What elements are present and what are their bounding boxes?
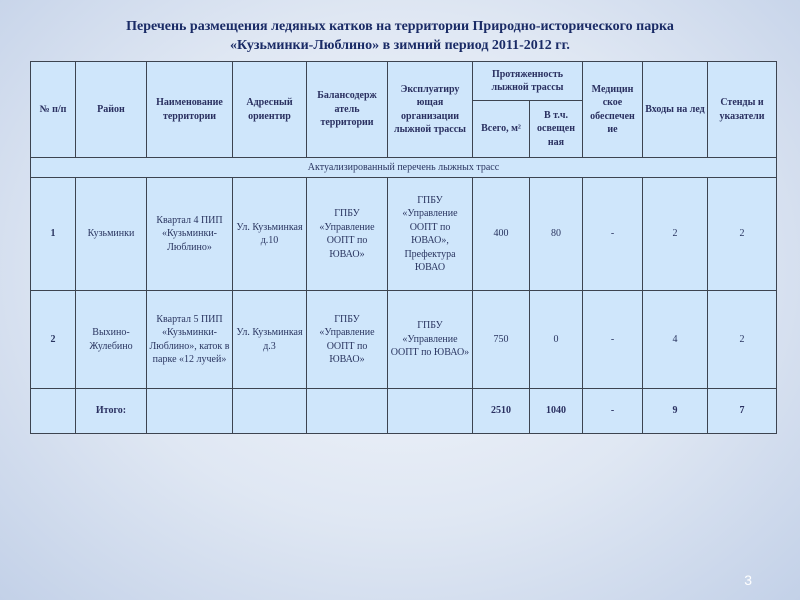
header-stands: Стенды и указатели	[708, 62, 777, 158]
header-district: Район	[76, 62, 147, 158]
cell-empty	[233, 389, 307, 434]
totals-entries: 9	[643, 389, 708, 434]
cell-num: 1	[31, 178, 76, 291]
title-line-1: Перечень размещения ледяных катков на территории Природно-исторического парка	[126, 19, 674, 34]
cell-district: Выхино-Жулебино	[76, 291, 147, 389]
header-holder: Балансодерж атель территории	[307, 62, 388, 158]
header-address: Адресный ориентир	[233, 62, 307, 158]
cell-empty	[147, 389, 233, 434]
page-number: 3	[744, 572, 752, 588]
totals-lit: 1040	[530, 389, 583, 434]
totals-label: Итого:	[76, 389, 147, 434]
cell-entries: 2	[643, 178, 708, 291]
cell-holder: ГПБУ «Управление ООПТ по ЮВАО»	[307, 178, 388, 291]
slide-title	[40, 17, 760, 55]
cell-num: 2	[31, 291, 76, 389]
cell-address: Ул. Кузьминкая д.3	[233, 291, 307, 389]
header-num: № п/п	[31, 62, 76, 158]
cell-operator: ГПБУ «Управление ООПТ по ЮВАО», Префектура ЮВАО	[388, 178, 473, 291]
cell-holder: ГПБУ «Управление ООПТ по ЮВАО»	[307, 291, 388, 389]
header-name: Наименование территории	[147, 62, 233, 158]
header-length: Протяженность лыжной трассы	[473, 62, 583, 101]
cell-empty	[31, 389, 76, 434]
totals-row	[31, 389, 777, 434]
cell-medical: -	[583, 291, 643, 389]
cell-name: Квартал 5 ПИП «Кузьминки-Люблино», каток в парке «12 лучей»	[147, 291, 233, 389]
section-row	[31, 158, 777, 178]
rinks-table	[30, 61, 777, 434]
totals-total: 2510	[473, 389, 530, 434]
cell-empty	[388, 389, 473, 434]
table-row	[31, 178, 777, 291]
header-medical: Медицин ское обеспечен ие	[583, 62, 643, 158]
header-operator: Эксплуатиру ющая организации лыжной трассы	[388, 62, 473, 158]
section-label: Актуализированный перечень лыжных трасс	[31, 158, 777, 178]
cell-name: Квартал 4 ПИП «Кузьминки-Люблино»	[147, 178, 233, 291]
cell-empty	[307, 389, 388, 434]
cell-stands: 2	[708, 291, 777, 389]
cell-lit: 0	[530, 291, 583, 389]
totals-medical: -	[583, 389, 643, 434]
title-line-2: «Кузьминки-Люблино» в зимний период 2011-2012 гг.	[230, 38, 570, 53]
header-row	[31, 62, 777, 101]
table-row	[31, 291, 777, 389]
header-total: Всего, м²	[473, 101, 530, 158]
cell-stands: 2	[708, 178, 777, 291]
header-lit: В т.ч. освещен ная	[530, 101, 583, 158]
totals-stands: 7	[708, 389, 777, 434]
cell-entries: 4	[643, 291, 708, 389]
cell-medical: -	[583, 178, 643, 291]
cell-address: Ул. Кузьминкая д.10	[233, 178, 307, 291]
cell-total: 400	[473, 178, 530, 291]
cell-lit: 80	[530, 178, 583, 291]
header-entries: Входы на лед	[643, 62, 708, 158]
cell-operator: ГПБУ «Управление ООПТ по ЮВАО»	[388, 291, 473, 389]
cell-total: 750	[473, 291, 530, 389]
cell-district: Кузьминки	[76, 178, 147, 291]
